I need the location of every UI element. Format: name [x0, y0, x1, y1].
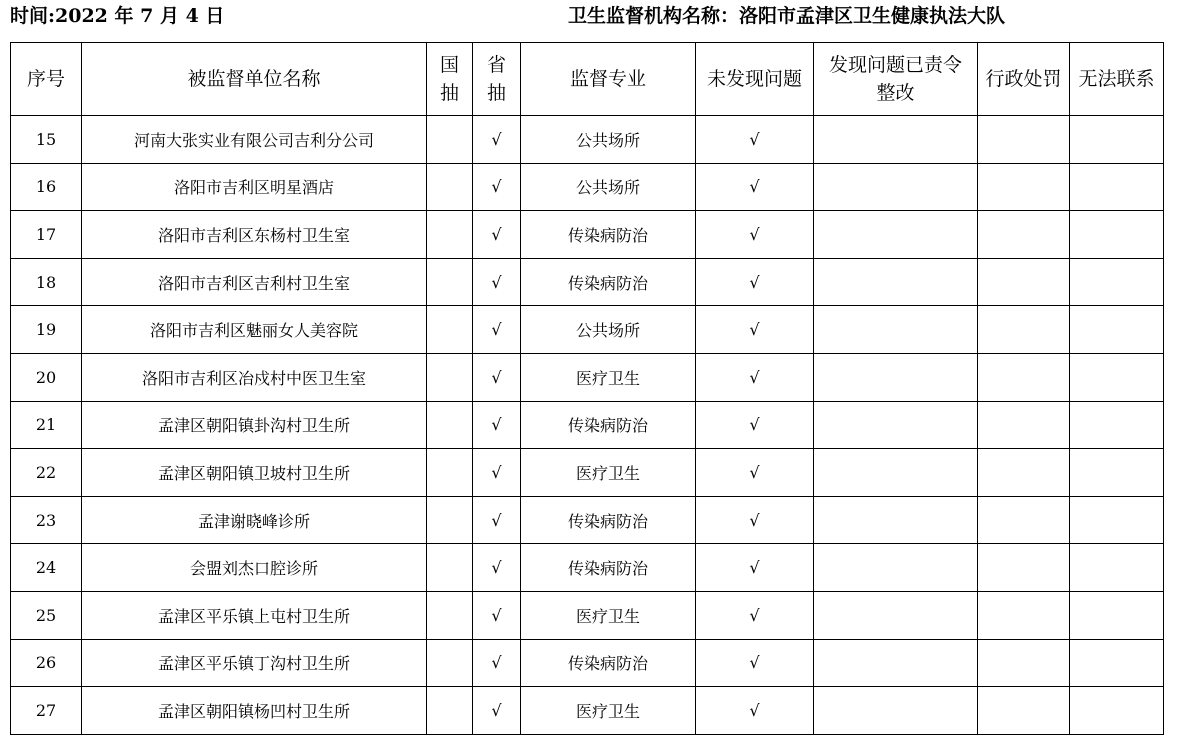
table-row	[11, 258, 1164, 306]
unreachable-cell	[1070, 163, 1164, 211]
col-header-national-sampling	[427, 43, 473, 116]
national-sampling-cell	[427, 544, 473, 592]
specialty-cell: 传染病防治	[521, 544, 696, 592]
unit-name-cell: 洛阳市吉利区明星酒店	[82, 163, 427, 211]
seq-cell: 15	[11, 116, 82, 164]
seq-cell: 17	[11, 211, 82, 259]
national-sampling-cell	[427, 353, 473, 401]
national-sampling-cell	[427, 258, 473, 306]
unit-name-cell: 洛阳市吉利区冶戍村中医卫生室	[82, 353, 427, 401]
rectified-cell	[814, 544, 978, 592]
national-sampling-cell	[427, 116, 473, 164]
provincial-sampling-cell: √	[473, 591, 521, 639]
provincial-sampling-cell: √	[473, 211, 521, 259]
specialty-cell: 传染病防治	[521, 496, 696, 544]
inspection-table	[10, 42, 1164, 735]
provincial-sampling-cell: √	[473, 687, 521, 735]
no-issue-cell: √	[696, 449, 814, 497]
document-header	[0, 0, 1178, 28]
unit-name-cell: 孟津谢晓峰诊所	[82, 496, 427, 544]
table-row	[11, 211, 1164, 259]
penalty-cell	[978, 163, 1070, 211]
penalty-cell	[978, 306, 1070, 354]
seq-cell: 20	[11, 353, 82, 401]
unreachable-cell	[1070, 306, 1164, 354]
col-header-unit-name: 被监督单位名称	[82, 43, 427, 116]
rectified-cell	[814, 116, 978, 164]
no-issue-cell: √	[696, 163, 814, 211]
unit-name-cell: 孟津区朝阳镇卦沟村卫生所	[82, 401, 427, 449]
rectified-cell	[814, 496, 978, 544]
unreachable-cell	[1070, 591, 1164, 639]
seq-cell: 18	[11, 258, 82, 306]
national-sampling-cell	[427, 401, 473, 449]
no-issue-cell: √	[696, 591, 814, 639]
col-header-provincial-sampling	[473, 43, 521, 116]
no-issue-cell: √	[696, 687, 814, 735]
provincial-sampling-cell: √	[473, 639, 521, 687]
specialty-cell: 医疗卫生	[521, 591, 696, 639]
inspection-date: 时间:2022 年 7 月 4 日	[10, 5, 225, 27]
specialty-cell: 医疗卫生	[521, 353, 696, 401]
unit-name-cell: 孟津区朝阳镇杨凹村卫生所	[82, 687, 427, 735]
unreachable-cell	[1070, 496, 1164, 544]
penalty-cell	[978, 639, 1070, 687]
rectified-cell	[814, 449, 978, 497]
rectified-cell	[814, 639, 978, 687]
no-issue-cell: √	[696, 401, 814, 449]
col-header-provincial-sampling-text: 省抽	[486, 54, 506, 104]
col-header-specialty: 监督专业	[521, 43, 696, 116]
national-sampling-cell	[427, 306, 473, 354]
unit-name-cell: 洛阳市吉利区吉利村卫生室	[82, 258, 427, 306]
provincial-sampling-cell: √	[473, 258, 521, 306]
unreachable-cell	[1070, 544, 1164, 592]
col-header-rectified	[814, 43, 978, 116]
rectified-cell	[814, 258, 978, 306]
unreachable-cell	[1070, 211, 1164, 259]
unreachable-cell	[1070, 449, 1164, 497]
table-header-row	[11, 43, 1164, 116]
specialty-cell: 公共场所	[521, 306, 696, 354]
provincial-sampling-cell: √	[473, 306, 521, 354]
col-header-unreachable-text: 无法联系	[1078, 68, 1155, 90]
penalty-cell	[978, 353, 1070, 401]
provincial-sampling-cell: √	[473, 544, 521, 592]
table-row	[11, 591, 1164, 639]
no-issue-cell: √	[696, 639, 814, 687]
table-row	[11, 639, 1164, 687]
table-row	[11, 449, 1164, 497]
rectified-cell	[814, 687, 978, 735]
seq-cell: 25	[11, 591, 82, 639]
national-sampling-cell	[427, 639, 473, 687]
provincial-sampling-cell: √	[473, 496, 521, 544]
provincial-sampling-cell: √	[473, 353, 521, 401]
seq-cell: 23	[11, 496, 82, 544]
col-header-seq: 序号	[11, 43, 82, 116]
seq-cell: 26	[11, 639, 82, 687]
col-header-rectified-text: 发现问题已责令整改	[828, 54, 962, 104]
seq-cell: 22	[11, 449, 82, 497]
penalty-cell	[978, 591, 1070, 639]
rectified-cell	[814, 353, 978, 401]
specialty-cell: 公共场所	[521, 116, 696, 164]
unreachable-cell	[1070, 353, 1164, 401]
col-header-penalty	[978, 43, 1070, 116]
seq-cell: 21	[11, 401, 82, 449]
national-sampling-cell	[427, 163, 473, 211]
penalty-cell	[978, 401, 1070, 449]
unit-name-cell: 洛阳市吉利区东杨村卫生室	[82, 211, 427, 259]
specialty-cell: 传染病防治	[521, 211, 696, 259]
rectified-cell	[814, 591, 978, 639]
col-header-national-sampling-text: 国抽	[439, 54, 459, 104]
rectified-cell	[814, 163, 978, 211]
provincial-sampling-cell: √	[473, 116, 521, 164]
unreachable-cell	[1070, 687, 1164, 735]
unit-name-cell: 河南大张实业有限公司吉利分公司	[82, 116, 427, 164]
seq-cell: 27	[11, 687, 82, 735]
table-row	[11, 544, 1164, 592]
rectified-cell	[814, 306, 978, 354]
penalty-cell	[978, 544, 1070, 592]
no-issue-cell: √	[696, 544, 814, 592]
national-sampling-cell	[427, 687, 473, 735]
rectified-cell	[814, 401, 978, 449]
specialty-cell: 传染病防治	[521, 258, 696, 306]
unit-name-cell: 会盟刘杰口腔诊所	[82, 544, 427, 592]
unit-name-cell: 孟津区平乐镇丁沟村卫生所	[82, 639, 427, 687]
specialty-cell: 传染病防治	[521, 401, 696, 449]
seq-cell: 24	[11, 544, 82, 592]
provincial-sampling-cell: √	[473, 401, 521, 449]
seq-cell: 19	[11, 306, 82, 354]
col-header-no-issue-text: 未发现问题	[706, 68, 802, 90]
national-sampling-cell	[427, 449, 473, 497]
penalty-cell	[978, 449, 1070, 497]
unit-name-cell: 孟津区朝阳镇卫坡村卫生所	[82, 449, 427, 497]
national-sampling-cell	[427, 496, 473, 544]
penalty-cell	[978, 496, 1070, 544]
seq-cell: 16	[11, 163, 82, 211]
penalty-cell	[978, 687, 1070, 735]
table-row	[11, 496, 1164, 544]
table-row	[11, 163, 1164, 211]
rectified-cell	[814, 211, 978, 259]
col-header-penalty-text: 行政处罚	[985, 68, 1062, 90]
unit-name-cell: 孟津区平乐镇上屯村卫生所	[82, 591, 427, 639]
national-sampling-cell	[427, 211, 473, 259]
no-issue-cell: √	[696, 306, 814, 354]
specialty-cell: 医疗卫生	[521, 687, 696, 735]
provincial-sampling-cell: √	[473, 163, 521, 211]
national-sampling-cell	[427, 591, 473, 639]
organization-name: 卫生监督机构名称：洛阳市孟津区卫生健康执法大队	[568, 5, 1006, 27]
specialty-cell: 公共场所	[521, 163, 696, 211]
unit-name-cell: 洛阳市吉利区魅丽女人美容院	[82, 306, 427, 354]
table-row	[11, 401, 1164, 449]
unreachable-cell	[1070, 258, 1164, 306]
unreachable-cell	[1070, 116, 1164, 164]
specialty-cell: 传染病防治	[521, 639, 696, 687]
provincial-sampling-cell: √	[473, 449, 521, 497]
penalty-cell	[978, 258, 1070, 306]
no-issue-cell: √	[696, 496, 814, 544]
unreachable-cell	[1070, 639, 1164, 687]
table-row	[11, 116, 1164, 164]
table-row	[11, 687, 1164, 735]
unreachable-cell	[1070, 401, 1164, 449]
table-row	[11, 353, 1164, 401]
no-issue-cell: √	[696, 353, 814, 401]
no-issue-cell: √	[696, 211, 814, 259]
col-header-unreachable	[1070, 43, 1164, 116]
penalty-cell	[978, 211, 1070, 259]
no-issue-cell: √	[696, 258, 814, 306]
no-issue-cell: √	[696, 116, 814, 164]
table-row	[11, 306, 1164, 354]
col-header-no-issue	[696, 43, 814, 116]
penalty-cell	[978, 116, 1070, 164]
specialty-cell: 医疗卫生	[521, 449, 696, 497]
